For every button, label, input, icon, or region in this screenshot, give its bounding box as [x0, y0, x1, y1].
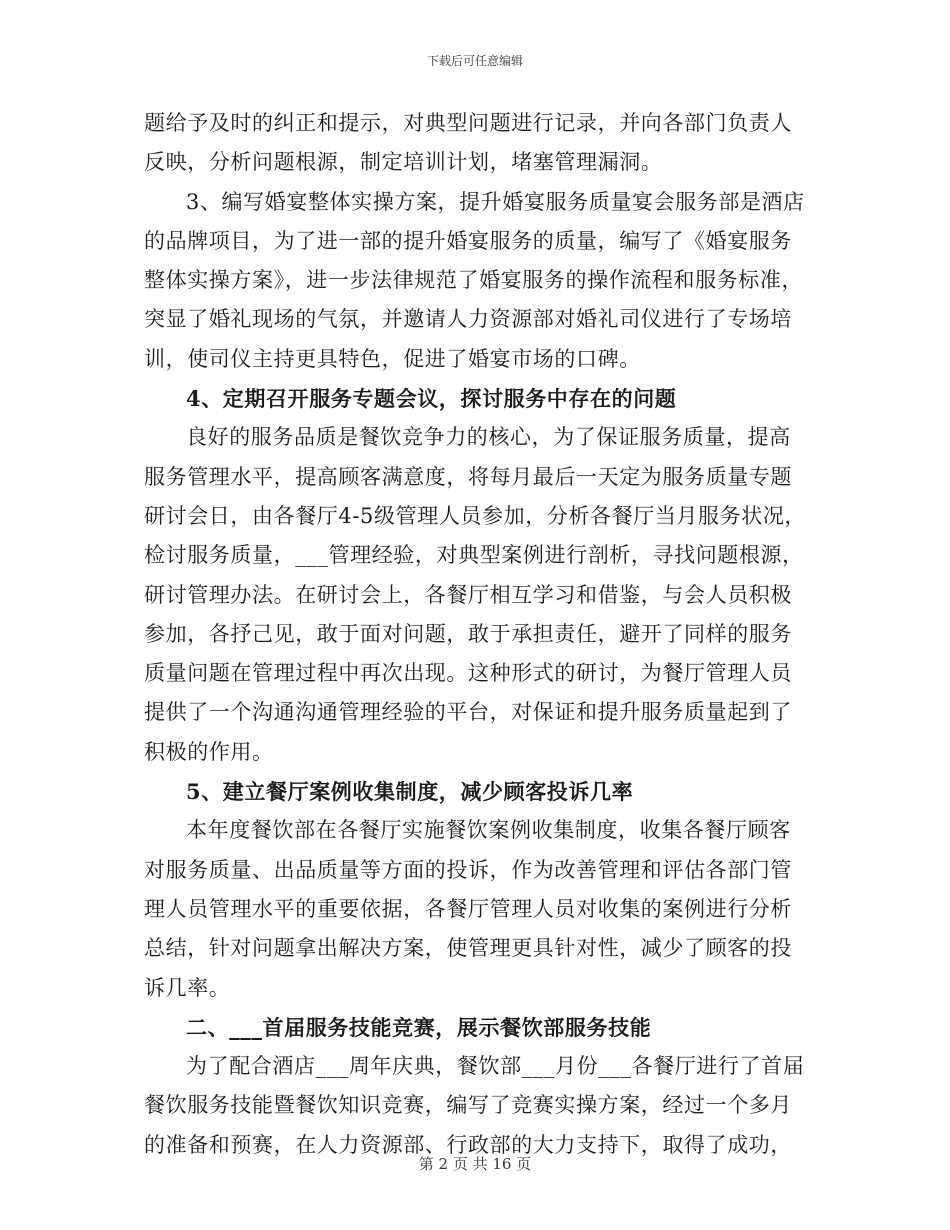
- page-header: 下载后可任意编辑: [426, 54, 523, 68]
- section-heading-skills-contest: 二、___首届服务技能竞赛，展示餐饮部服务技能: [186, 1014, 652, 1040]
- section-heading-service-meeting: 4、定期召开服务专题会议，探讨服务中存在的问题: [186, 386, 677, 412]
- paragraph-service-meeting: 良好的服务品质是餐饮竞争力的核心，为了保证服务质量，提高服务管理水平，提高顾客满意度，将每月最后一天定为服务质量专题研讨会日，由各餐厅4-5级管理人员参加，分析各餐厅当月服务状况，检讨服务质量，___管理经验，对典型案例进行剖析，寻找问题根源，研讨管理办法。在研讨会上，各餐厅相互学习和借鉴，与会人员积极参加，各抒己见，敢于面对问题，敢于承担责任，避开了同样的服务质量问题在管理过程中再次出现。这种形式的研讨，为餐厅管理人员提供了一个沟通沟通管理经验的平台，对保证和提升服务质量起到了积极的作用。: [144, 425, 807, 764]
- paragraph-wedding-plan: 3、编写婚宴整体实操方案，提升婚宴服务质量宴会服务部是酒店的品牌项目，为了进一部的提升婚宴服务的质量，编写了《婚宴服务整体实操方案》，进一步法律规范了婚宴服务的操作流程和服务标准，突显了婚礼现场的气氛，并邀请人力资源部对婚礼司仪进行了专场培训，使司仪主持更具特色，促进了婚宴市场的口碑。: [144, 189, 805, 371]
- section-heading-case-collection: 5、建立餐厅案例收集制度，减少顾客投诉几率: [186, 779, 634, 805]
- document-body: [144, 104, 812, 1165]
- paragraph-skills-contest: 为了配合酒店___周年庆典，餐饮部___月份___各餐厅进行了首届餐饮服务技能暨餐饮知识竞赛，编写了竞赛实操方案，经过一个多月的准备和预赛，在人力资源部、行政部的大力支持下，取得了成功，: [144, 1054, 805, 1157]
- paragraph-case-collection: 本年度餐饮部在各餐厅实施餐饮案例收集制度，收集各餐厅顾客对服务质量、出品质量等方面的投诉，作为改善管理和评估各部门管理人员管理水平的重要依据，各餐厅管理人员对收集的案例进行分析总结，针对问题拿出解决方案，使管理更具针对性，减少了顾客的投诉几率。: [144, 818, 792, 1000]
- page-number-footer: 第 2 页 共 16 页: [418, 1155, 532, 1173]
- paragraph-continuation: 题给予及时的纠正和提示，对典型问题进行记录，并向各部门负责人反映，分析问题根源，制定培训计划，堵塞管理漏洞。: [144, 111, 792, 175]
